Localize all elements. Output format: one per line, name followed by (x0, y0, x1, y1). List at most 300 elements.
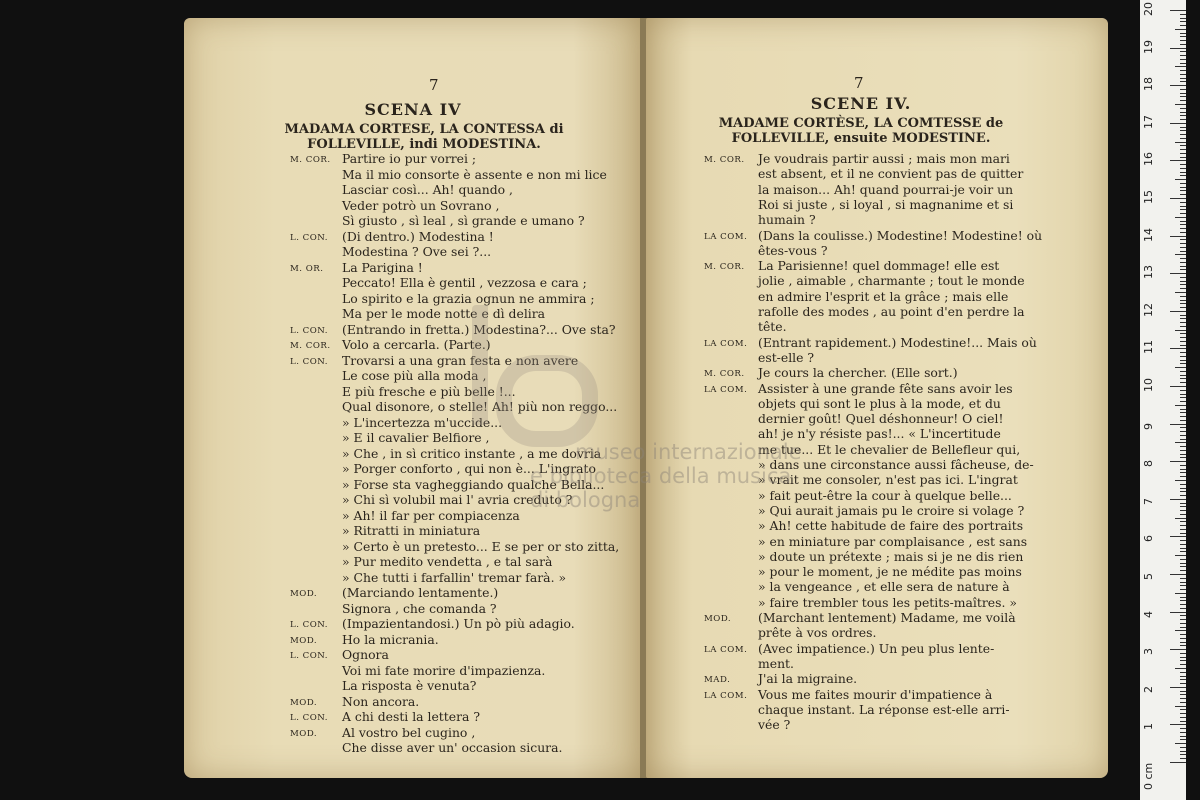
ruler-tick (1180, 525, 1186, 526)
text-line: La risposta è venuta? (342, 678, 477, 693)
ruler-number: 1 (1142, 723, 1155, 731)
ruler-tick (1170, 687, 1186, 688)
ruler-tick (1180, 164, 1186, 165)
text-line: » Qui aurait jamais pu le croire si volage ? (758, 502, 1025, 518)
text-line: Veder potrò un Sovrano , (342, 197, 500, 213)
ruler-tick (1170, 48, 1186, 49)
ruler-tick (1180, 130, 1186, 131)
ruler-tick (1180, 476, 1186, 477)
ruler-tick (1180, 694, 1186, 695)
ruler-tick (1180, 89, 1186, 90)
text-line: ah! je n'y résiste pas!... « L'incertitude (758, 426, 1001, 442)
ruler-tick (1180, 702, 1186, 703)
ruler-tick (1180, 138, 1186, 139)
ruler-tick (1180, 739, 1186, 740)
speaker-label: M. COR. (704, 155, 745, 165)
ruler-number: 12 (1142, 302, 1155, 317)
ruler-tick (1180, 202, 1186, 203)
ruler-tick (1180, 326, 1186, 327)
ruler-tick (1180, 619, 1186, 620)
ruler-tick (1180, 672, 1186, 673)
ruler-tick (1170, 499, 1186, 500)
ruler-tick (1180, 488, 1186, 489)
text-line: Roi si juste , si loyal , si magnanime et si (758, 196, 1014, 212)
ruler-tick (1180, 615, 1186, 616)
ruler-tick (1175, 668, 1186, 669)
ruler-tick (1180, 315, 1186, 316)
text-line: » Certo è un pretesto... E se per or sto zitta, (342, 538, 620, 554)
ruler-tick (1180, 597, 1186, 598)
ruler-tick (1180, 100, 1186, 101)
text-line: Lo spirito e la grazia ognun ne ammira ; (342, 290, 595, 306)
ruler-tick (1180, 172, 1186, 173)
ruler-tick (1180, 721, 1186, 722)
text-line: chaque instant. La réponse est-elle arri- (758, 701, 1010, 717)
ruler-tick (1180, 457, 1186, 458)
ruler-tick (1175, 292, 1186, 293)
text-line: (Di dentro.) Modestina ! (342, 228, 494, 244)
ruler-tick (1180, 495, 1186, 496)
ruler-tick (1180, 566, 1186, 567)
ruler-tick (1180, 634, 1186, 635)
speaker-label: MOD. (290, 728, 318, 739)
speaker-label: LA COM. (704, 644, 748, 655)
ruler-tick (1180, 691, 1186, 692)
text-line: » Chi sì volubil mai l' avria creduto ? (342, 492, 573, 507)
text-line: Assister à une grande fête sans avoir les (758, 380, 1013, 396)
ruler-tick (1180, 247, 1186, 248)
speaker-label: M. COR. (704, 262, 745, 273)
text-line: (Impazientandosi.) Un pò più adagio. (342, 616, 575, 631)
ruler-tick (1180, 551, 1186, 552)
watermark-line: museo internazionale (575, 440, 802, 464)
characters-line: MADAMA CORTESE, LA CONTESSA di (284, 122, 564, 137)
ruler-tick (1180, 21, 1186, 22)
page-number: 7 (854, 74, 864, 92)
ruler-number: 16 (1142, 152, 1155, 167)
ruler-tick (1180, 78, 1186, 79)
ruler-tick (1180, 108, 1186, 109)
ruler-tick (1175, 442, 1186, 443)
text-line: La Parisienne! quel dommage! elle est (758, 258, 1000, 274)
ruler-tick (1170, 424, 1186, 425)
text-line: » Ritratti in miniatura (342, 523, 481, 538)
speaker-label: L. CON. (290, 620, 328, 630)
ruler-tick (1180, 563, 1186, 564)
ruler-tick (1180, 465, 1186, 466)
ruler-tick (1180, 717, 1186, 718)
ruler-tick (1175, 630, 1186, 631)
text-line: » faire trembler tous les petits-maîtres. » (758, 594, 1017, 610)
ruler-tick (1180, 262, 1186, 263)
ruler-tick (1170, 198, 1186, 199)
text-line: » dans une circonstance aussi fâcheuse, de- (758, 457, 1034, 472)
text-line: » Forse sta vagheggiando qualche Bella... (342, 476, 605, 492)
ruler-tick (1175, 330, 1186, 331)
text-line: Sì giusto , sì leal , sì grande e umano ? (342, 213, 585, 228)
text-line: (Entrando in fretta.) Modestina?... Ove sta? (342, 321, 616, 337)
ruler-tick (1180, 510, 1186, 511)
text-line: Je cours la chercher. (Elle sort.) (758, 365, 958, 381)
speaker-label: M. COR. (704, 369, 745, 380)
text-line: en admire l'esprit et la grâce ; mais elle (758, 288, 1009, 304)
ruler-tick (1180, 213, 1186, 214)
ruler-tick (1175, 29, 1186, 30)
ruler-tick (1180, 59, 1186, 60)
text-line: tête. (758, 319, 787, 335)
ruler-tick (1180, 333, 1186, 334)
text-line: me tue... Et le chevalier de Bellefleur qui, (758, 441, 1021, 457)
ruler-tick (1180, 679, 1186, 680)
watermark (455, 440, 802, 512)
ruler-number: 17 (1142, 114, 1155, 129)
speaker-label: L. CON. (290, 356, 328, 367)
ruler-tick (1180, 33, 1186, 34)
speaker-label: LA COM. (704, 231, 748, 242)
ruler-tick (1180, 44, 1186, 45)
ruler-number: 20 (1142, 2, 1155, 16)
speaker-label: M. OR. (290, 263, 324, 274)
right-page (646, 18, 1108, 778)
ruler-tick (1180, 269, 1186, 270)
text-line: est absent, et il ne convient pas de quitter (758, 166, 1024, 182)
text-line: jolie , aimable , charmante ; tout le monde (758, 273, 1025, 289)
ruler-tick (1180, 645, 1186, 646)
text-line: (Avec impatience.) Un peu plus lente- (758, 640, 995, 656)
ruler-tick (1180, 258, 1186, 259)
text-line: objets qui sont le plus à la mode, et du (758, 395, 1001, 411)
speaker-label: MOD. (290, 635, 318, 646)
ruler-tick (1180, 676, 1186, 677)
ruler-tick (1180, 112, 1186, 113)
text-line: humain ? (758, 212, 816, 228)
ruler-tick (1180, 127, 1186, 128)
ruler-tick (1180, 81, 1186, 82)
ruler-tick (1180, 51, 1186, 52)
ruler-tick (1180, 153, 1186, 154)
scene-title: SCENA IV (364, 100, 462, 119)
ruler-tick (1180, 251, 1186, 252)
text-line: prête à vos ordres. (758, 625, 877, 641)
ruler-tick (1180, 93, 1186, 94)
ruler-tick (1180, 431, 1186, 432)
text-line: » Ah! il far per compiacenza (342, 507, 520, 523)
text-line: Vous me faites mourir d'impatience à (758, 686, 993, 702)
open-booklet (184, 18, 1108, 778)
speaker-label: LA COM. (704, 690, 748, 701)
ruler-tick (1180, 446, 1186, 447)
text-line: Lasciar così... Ah! quando , (342, 182, 513, 197)
ruler-tick (1180, 360, 1186, 361)
ruler-tick (1170, 612, 1186, 613)
ruler-tick (1180, 454, 1186, 455)
ruler-tick (1180, 600, 1186, 601)
text-line: la maison... Ah! quand pourrai-je voir un (758, 181, 1014, 197)
ruler-tick (1180, 149, 1186, 150)
ruler-tick (1180, 521, 1186, 522)
ruler-tick (1180, 660, 1186, 661)
ruler-tick (1175, 367, 1186, 368)
speaker-label: L. CON. (290, 713, 328, 723)
ruler-tick (1180, 55, 1186, 56)
ruler-tick (1170, 348, 1186, 349)
ruler-tick (1180, 751, 1186, 752)
ruler-tick (1180, 732, 1186, 733)
ruler-tick (1180, 224, 1186, 225)
text-line: Peccato! Ella è gentil , vezzosa e cara ; (342, 275, 587, 290)
ruler-tick (1175, 179, 1186, 180)
ruler-tick (1175, 555, 1186, 556)
text-line: (Entrant rapidement.) Modestine!... Mais où (758, 334, 1037, 350)
text-line: Al vostro bel cugino , (342, 724, 476, 740)
ruler-tick (1180, 266, 1186, 267)
ruler-tick (1180, 416, 1186, 417)
text-line: est-elle ? (758, 349, 815, 365)
text-line: » doute un prétexte ; mais si je ne dis rien (758, 548, 1024, 564)
text-line: Signora , che comanda ? (342, 600, 497, 616)
ruler-tick (1180, 40, 1186, 41)
ruler-tick (1180, 427, 1186, 428)
ruler-tick (1180, 228, 1186, 229)
ruler-tick (1180, 157, 1186, 158)
speaker-label: MOD. (290, 697, 318, 708)
text-line: Ma il mio consorte è assente e non mi lice (342, 166, 607, 182)
ruler-tick (1180, 683, 1186, 684)
ruler-tick (1180, 657, 1186, 658)
ruler-tick (1180, 371, 1186, 372)
ruler-tick (1180, 713, 1186, 714)
ruler-tick (1180, 232, 1186, 233)
ruler-tick (1170, 10, 1186, 11)
ruler-tick (1180, 221, 1186, 222)
ruler-tick (1170, 386, 1186, 387)
ruler-tick (1180, 183, 1186, 184)
text-line: Modestina ? Ove sei ?... (342, 244, 492, 259)
ruler-number: 13 (1142, 265, 1155, 280)
text-line: La Parigina ! (342, 259, 423, 275)
ruler-tick (1180, 397, 1186, 398)
ruler-tick (1180, 736, 1186, 737)
ruler-tick (1180, 401, 1186, 402)
ruler-tick (1180, 25, 1186, 26)
text-line: » pour le moment, je ne médite pas moins (758, 564, 1022, 580)
text-line: Partire io pur vorrei ; (342, 151, 477, 166)
ruler-tick (1175, 142, 1186, 143)
text-line: Voi mi fate morire d'impazienza. (342, 662, 546, 678)
text-line: (Dans la coulisse.) Modestine! Modestine! où (758, 227, 1043, 243)
text-line: Ognora (342, 647, 389, 662)
ruler-tick (1175, 518, 1186, 519)
ruler-number: 18 (1142, 77, 1155, 92)
text-line: êtes-vous ? (758, 242, 828, 258)
ruler-number: 9 (1142, 422, 1155, 430)
ruler-tick (1180, 503, 1186, 504)
text-line: dernier goût! Quel déshonneur! O ciel! (758, 411, 1004, 427)
text-line: Je voudrais partir aussi ; mais mon mari (758, 151, 1010, 166)
characters-line: FOLLEVILLE, ensuite MODESTINE. (731, 131, 991, 146)
ruler-tick (1180, 284, 1186, 285)
ruler-tick (1180, 190, 1186, 191)
ruler-tick (1180, 307, 1186, 308)
ruler-tick (1180, 533, 1186, 534)
ruler-tick (1175, 743, 1186, 744)
ruler-tick (1170, 273, 1186, 274)
ruler-tick (1170, 311, 1186, 312)
ruler-tick (1170, 85, 1186, 86)
ruler-tick (1180, 70, 1186, 71)
speaker-label: L. CON. (290, 651, 328, 661)
ruler-tick (1180, 168, 1186, 169)
speaker-label: M. COR. (290, 341, 331, 351)
text-line: » Ah! cette habitude de faire des portraits (758, 518, 1024, 534)
ruler-tick (1180, 653, 1186, 654)
ruler-number: 7 (1142, 497, 1155, 505)
ruler-tick (1180, 341, 1186, 342)
ruler-tick (1180, 209, 1186, 210)
speaker-label: LA COM. (704, 338, 748, 349)
text-line: » vrait me consoler, n'est pas ici. L'ingrat (758, 472, 1018, 488)
measurement-ruler (1140, 0, 1186, 800)
ruler-tick (1180, 664, 1186, 665)
ruler-tick (1180, 589, 1186, 590)
ruler-number: 6 (1142, 535, 1155, 543)
ruler-number: 3 (1142, 648, 1155, 656)
scene-title: SCENE IV. (810, 94, 912, 113)
ruler-tick (1180, 578, 1186, 579)
ruler-tick (1180, 277, 1186, 278)
ruler-tick (1180, 623, 1186, 624)
ruler-tick (1180, 281, 1186, 282)
ruler-tick (1175, 405, 1186, 406)
ruler-tick (1180, 318, 1186, 319)
text-line: Che disse aver un' occasion sicura. (342, 740, 563, 755)
ruler-tick (1180, 439, 1186, 440)
ruler-tick (1180, 698, 1186, 699)
ruler-tick (1170, 724, 1186, 725)
ruler-tick (1175, 706, 1186, 707)
text-line: Trovarsi a una gran festa e non avere (342, 352, 579, 368)
ruler-tick (1180, 63, 1186, 64)
ruler-tick (1180, 469, 1186, 470)
text-line: » la vengeance , et elle sera de nature à (758, 579, 1010, 595)
ruler-number: 2 (1142, 685, 1155, 693)
ruler-tick (1180, 363, 1186, 364)
ruler-tick (1170, 762, 1186, 763)
ruler-tick (1180, 642, 1186, 643)
ruler-tick (1180, 548, 1186, 549)
ruler-tick (1175, 254, 1186, 255)
ruler-tick (1180, 378, 1186, 379)
ruler-tick (1180, 754, 1186, 755)
ruler-tick (1180, 627, 1186, 628)
text-line: » L'incertezza m'uccide... (342, 414, 503, 430)
text-line: » Che , in sì critico instante , a me dovria (342, 445, 602, 461)
ruler-tick (1180, 484, 1186, 485)
ruler-tick (1180, 491, 1186, 492)
ruler-tick (1180, 300, 1186, 301)
ruler-tick (1180, 390, 1186, 391)
ruler-tick (1180, 288, 1186, 289)
ruler-tick (1180, 145, 1186, 146)
text-line: (Marciando lentamente.) (342, 585, 499, 600)
ruler-tick (1175, 593, 1186, 594)
text-line: Non ancora. (342, 693, 420, 709)
ruler-tick (1180, 608, 1186, 609)
ruler-tick (1180, 296, 1186, 297)
ruler-tick (1180, 409, 1186, 410)
text-line: rafolle des modes , au point d'en perdre la (758, 304, 1025, 319)
ruler-tick (1170, 574, 1186, 575)
ruler-tick (1180, 412, 1186, 413)
page-number: 7 (429, 76, 439, 94)
ruler-number: 19 (1142, 39, 1155, 54)
ruler-tick (1170, 160, 1186, 161)
ruler-tick (1180, 134, 1186, 135)
ruler-tick (1180, 709, 1186, 710)
text-line: Le cose più alla moda , (342, 368, 487, 383)
ruler-tick (1180, 570, 1186, 571)
ruler-number: 14 (1142, 227, 1155, 242)
speaker-label: LA COM. (704, 384, 748, 395)
ruler-tick (1180, 14, 1186, 15)
ruler-tick (1170, 236, 1186, 237)
ruler-tick (1170, 123, 1186, 124)
ruler-tick (1180, 175, 1186, 176)
ruler-tick (1180, 187, 1186, 188)
ruler-tick (1180, 435, 1186, 436)
ruler-tick (1180, 74, 1186, 75)
ruler-tick (1180, 36, 1186, 37)
ruler-tick (1180, 382, 1186, 383)
speaker-label: MOD. (290, 589, 318, 599)
ruler-tick (1175, 480, 1186, 481)
ruler-tick (1180, 514, 1186, 515)
text-line: » fait peut-être la cour à quelque belle... (758, 487, 1012, 503)
ruler-number: 10 (1142, 378, 1155, 392)
ruler-tick (1180, 544, 1186, 545)
watermark-line: di bologna (530, 488, 641, 512)
text-line: ment. (758, 655, 794, 671)
ruler-tick (1180, 540, 1186, 541)
ruler-tick (1180, 303, 1186, 304)
text-line: » E il cavalier Belfiore , (342, 430, 490, 445)
ruler-tick (1180, 420, 1186, 421)
ruler-tick (1170, 649, 1186, 650)
ruler-tick (1175, 104, 1186, 105)
speaker-label: L. CON. (290, 325, 328, 336)
ruler-number: 8 (1142, 460, 1155, 468)
speaker-label: M. COR. (290, 155, 331, 165)
ruler-number: 5 (1142, 573, 1155, 580)
ruler-number: 15 (1142, 190, 1155, 204)
ruler-tick (1180, 604, 1186, 605)
ruler-tick (1180, 337, 1186, 338)
ruler-tick (1180, 96, 1186, 97)
text-line: » Pur medito vendetta , e tal sarà (342, 554, 553, 569)
ruler-tick (1180, 585, 1186, 586)
ruler-tick (1175, 217, 1186, 218)
ruler-tick (1180, 394, 1186, 395)
characters-line: FOLLEVILLE, indi MODESTINA. (307, 137, 541, 152)
ruler-tick (1180, 18, 1186, 19)
text-line: Volo a cercarla. (Parte.) (342, 337, 491, 352)
ruler-tick (1180, 243, 1186, 244)
text-line: » Che tutti i farfallin' tremar farà. » (342, 569, 567, 585)
ruler-tick (1170, 536, 1186, 537)
ruler-tick (1180, 450, 1186, 451)
ruler-tick (1180, 345, 1186, 346)
text-line: Ma per le mode notte e dì delira (342, 306, 546, 321)
